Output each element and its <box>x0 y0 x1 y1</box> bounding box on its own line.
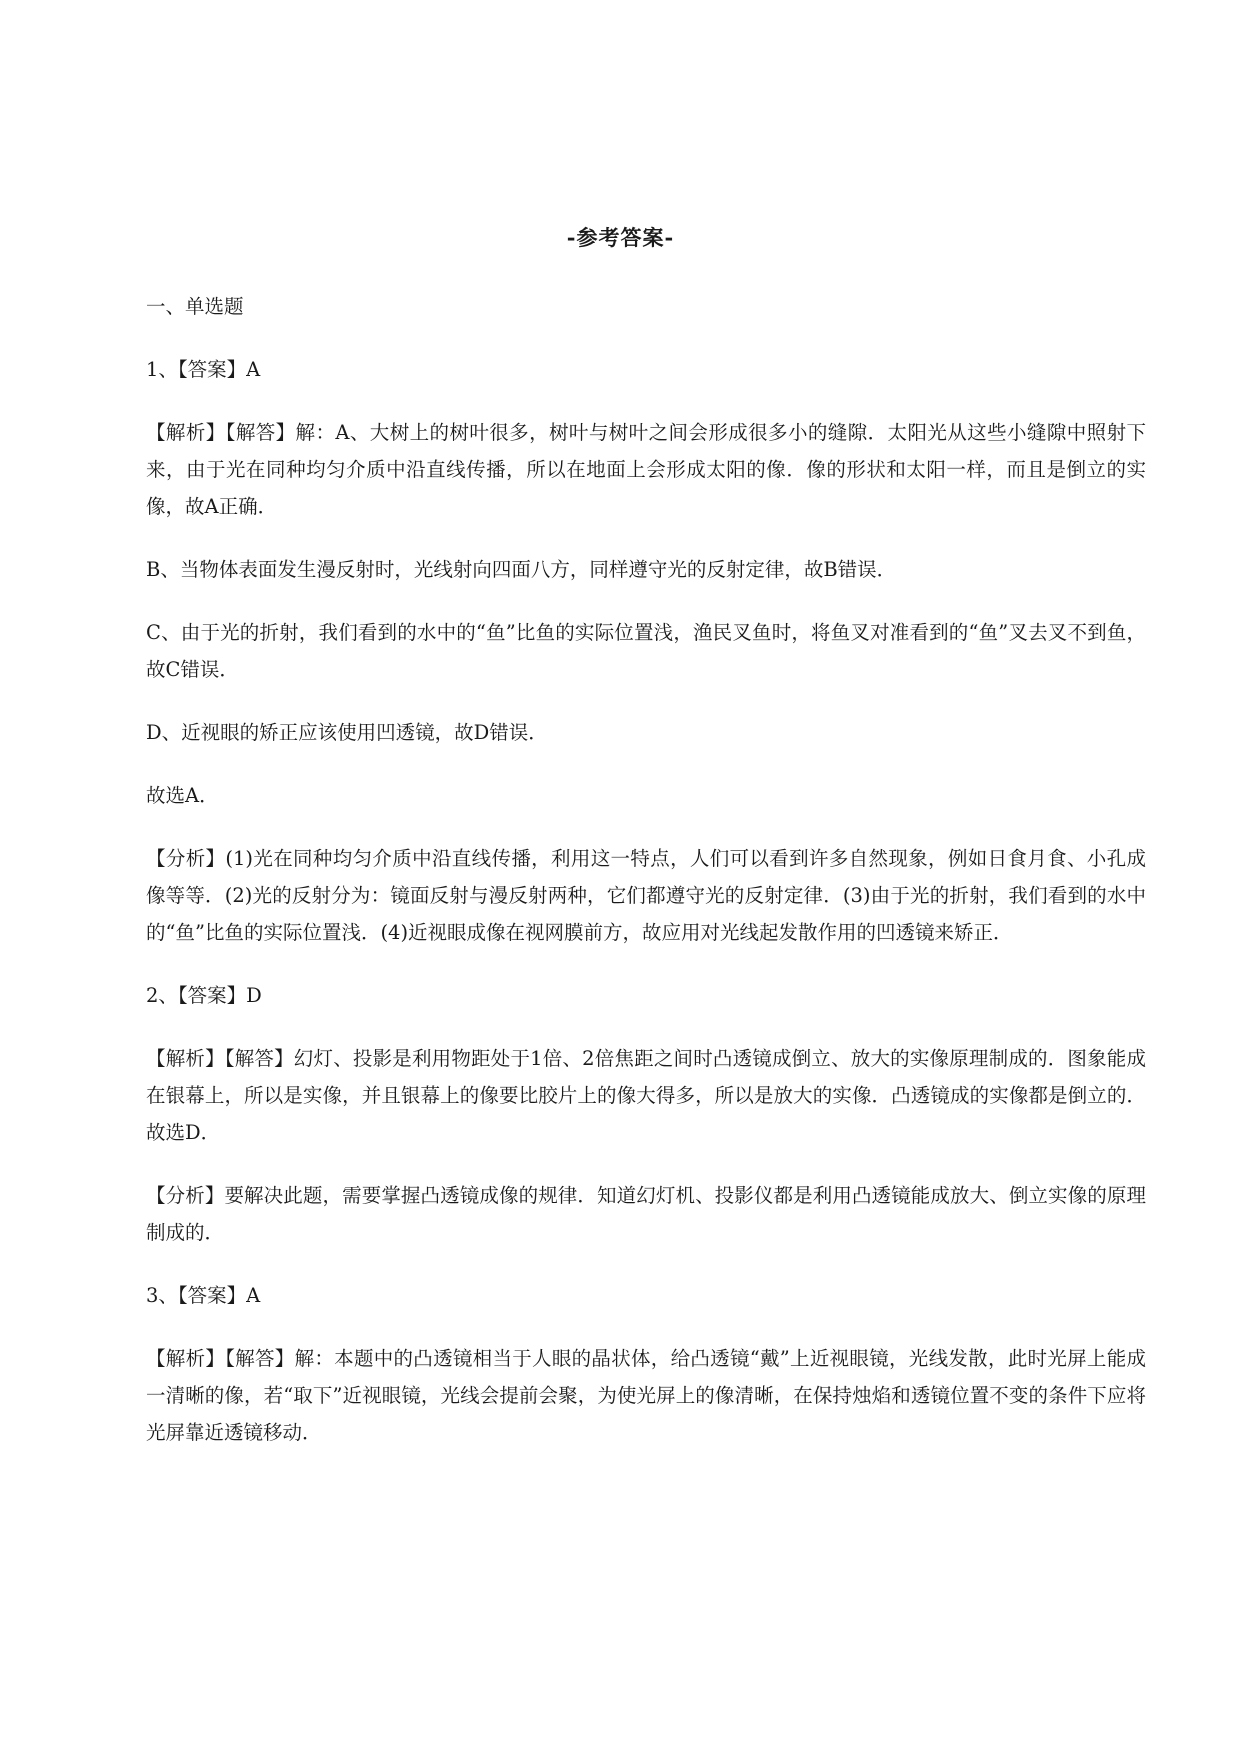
answer-paragraph: 【解析】【解答】幻灯、投影是利用物距处于1倍、2倍焦距之间时凸透镜成倒立、放大的实像原理制成的．图象能成在银幕上，所以是实像，并且银幕上的像要比胶片上的像大得多，所以是放大的实像．凸透镜成的实像都是倒立的．故选D． <box>146 1047 1146 1144</box>
analysis-paragraph: 【分析】(1)光在同种均匀介质中沿直线传播，利用这一特点，人们可以看到许多自然现象，例如日食月食、小孔成像等等．(2)光的反射分为：镜面反射与漫反射两种，它们都遵守光的反射定律．(3)由于光的折射，我们看到的水中的“鱼”比鱼的实际位置浅．(4)近视眼成像在视网膜前方，故应用对光线起发散作用的凹透镜来矫正． <box>146 847 1146 944</box>
answer-paragraph: 【解析】【解答】解：A、大树上的树叶很多，树叶与树叶之间会形成很多小的缝隙．太阳光从这些小缝隙中照射下来，由于光在同种均匀介质中沿直线传播，所以在地面上会形成太阳的像．像的形状和太阳一样，而且是倒立的实像，故A正确． <box>146 421 1146 518</box>
answer-paragraph: B、当物体表面发生漫反射时，光线射向四面八方，同样遵守光的反射定律，故B错误． <box>146 558 897 581</box>
answer-paragraph: C、由于光的折射，我们看到的水中的“鱼”比鱼的实际位置浅，渔民叉鱼时，将鱼叉对准看到的“鱼”叉去叉不到鱼，故C错误． <box>146 621 1146 681</box>
answer-paragraph: 【解析】【解答】解：本题中的凸透镜相当于人眼的晶状体，给凸透镜“戴”上近视眼镜，光线发散，此时光屏上能成一清晰的像，若“取下”近视眼镜，光线会提前会聚，为使光屏上的像清晰，在保持烛焰和透镜位置不变的条件下应将光屏靠近透镜移动． <box>146 1347 1146 1444</box>
answer-label: 2、【答案】D <box>146 984 262 1007</box>
page-title: -参考答案- <box>566 225 675 250</box>
answer-paragraph: D、近视眼的矫正应该使用凹透镜，故D错误． <box>146 721 548 744</box>
answer-content <box>146 288 1146 1451</box>
analysis-paragraph: 【分析】要解决此题，需要掌握凸透镜成像的规律．知道幻灯机、投影仪都是利用凸透镜能成放大、倒立实像的原理制成的． <box>146 1184 1146 1244</box>
section-heading: 一、单选题 <box>146 295 244 318</box>
answer-paragraph: 故选A． <box>146 784 219 807</box>
answer-label: 1、【答案】A <box>146 358 261 381</box>
answer-label: 3、【答案】A <box>146 1284 261 1307</box>
